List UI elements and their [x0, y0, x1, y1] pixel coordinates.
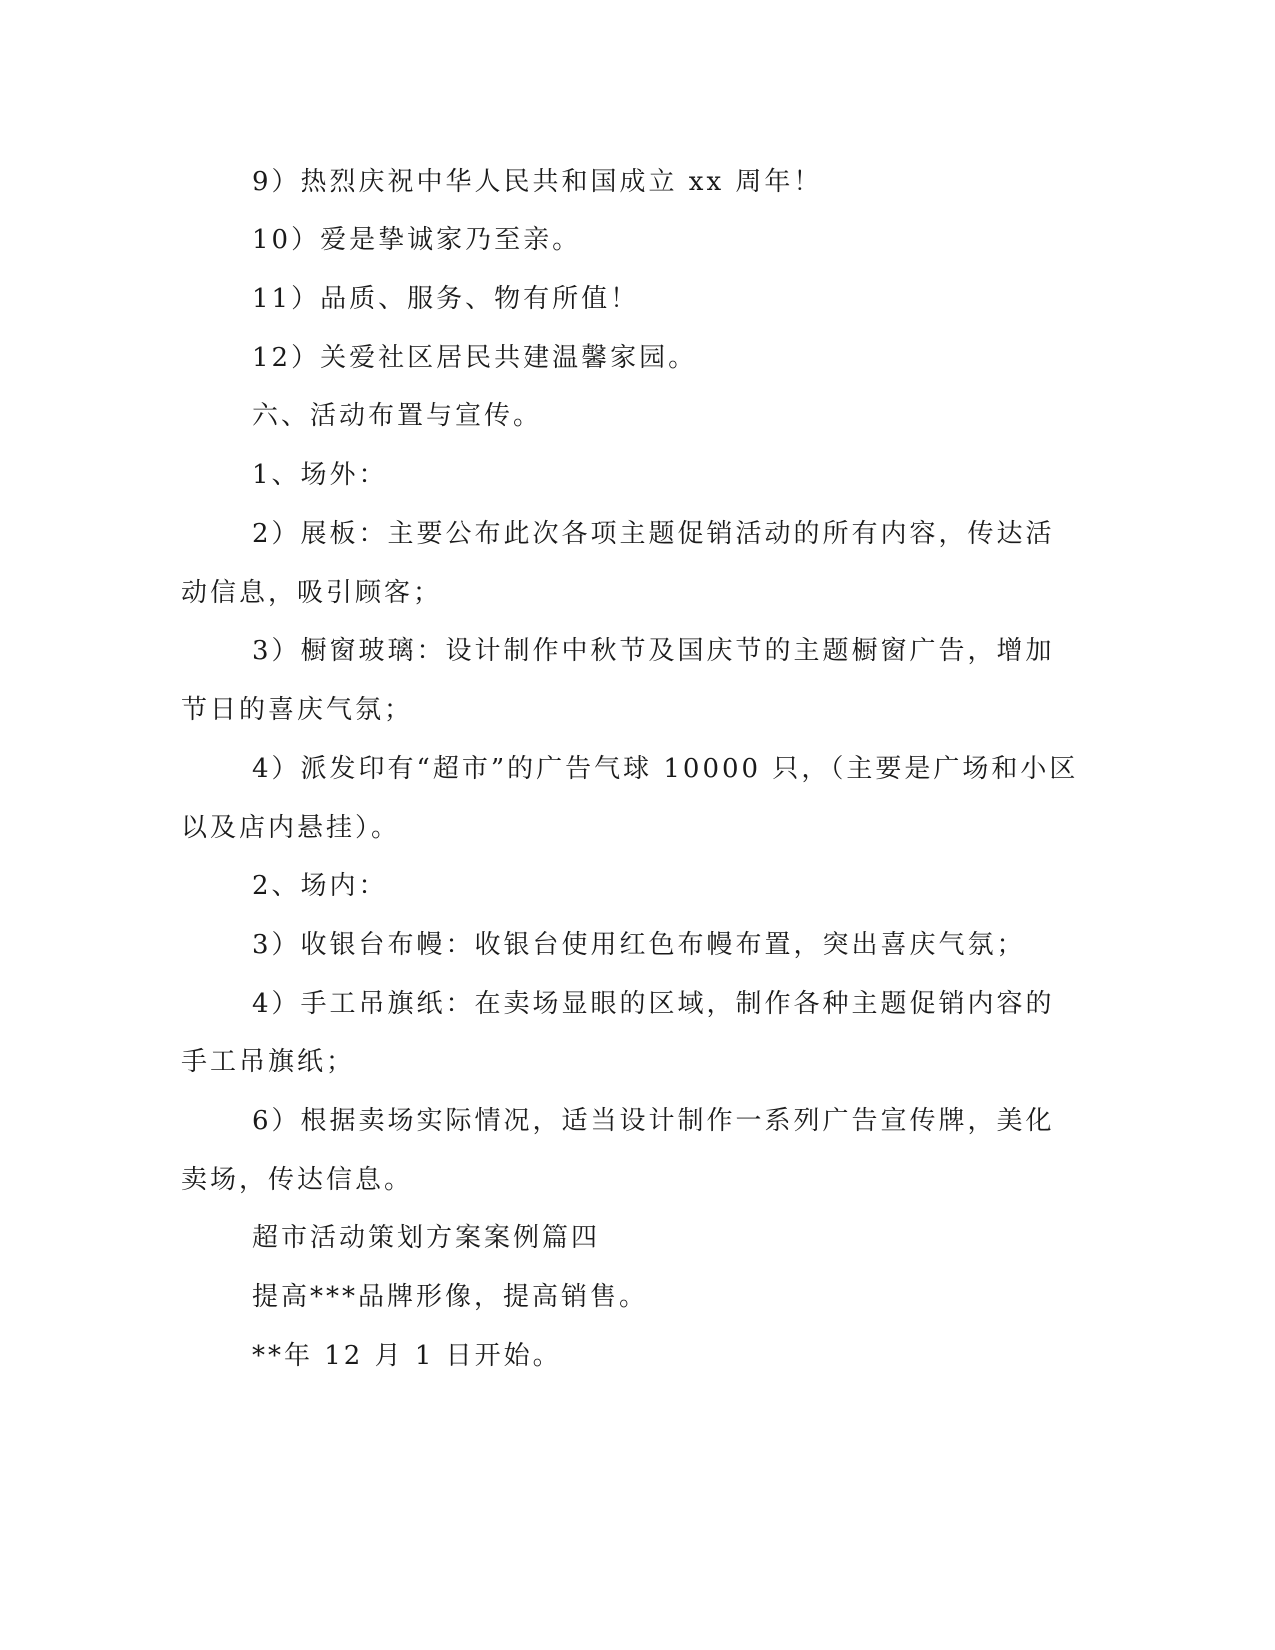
subsection-outdoor: 1、场外： — [252, 460, 388, 490]
paragraph-display-board: 2）展板：主要公布此次各项主题促销活动的所有内容，传达活 — [252, 519, 1055, 549]
slogan-11: 11）品质、服务、物有所值！ — [252, 284, 640, 314]
paragraph-checkout-drapes: 3）收银台布幔：收银台使用红色布幔布置，突出喜庆气氛； — [252, 930, 1026, 960]
paragraph-balloons: 4）派发印有“超市”的广告气球 10000 只，（主要是广场和小区 — [252, 754, 1079, 784]
paragraph-hanging-flags: 4）手工吊旗纸：在卖场显眼的区域，制作各种主题促销内容的 — [252, 989, 1055, 1019]
slogan-9: 9）热烈庆祝中华人民共和国成立 xx 周年！ — [252, 167, 823, 197]
slogan-10: 10）爱是挚诚家乃至亲。 — [252, 225, 582, 255]
paragraph-objective: 提高***品牌形像，提高销售。 — [252, 1282, 649, 1312]
slogan-12: 12）关爱社区居民共建温馨家园。 — [252, 343, 698, 373]
paragraph-hanging-flags-cont: 手工吊旗纸； — [181, 1047, 356, 1077]
paragraph-display-board-cont: 动信息，吸引顾客； — [181, 578, 443, 608]
paragraph-window-glass-cont: 节日的喜庆气氛； — [181, 695, 414, 725]
paragraph-ad-boards: 6）根据卖场实际情况，适当设计制作一系列广告宣传牌，美化 — [252, 1106, 1055, 1136]
paragraph-ad-boards-cont: 卖场，传达信息。 — [181, 1165, 414, 1195]
section-title-case-4: 超市活动策划方案案例篇四 — [252, 1223, 601, 1253]
subsection-indoor: 2、场内： — [252, 871, 388, 901]
section-heading-6: 六、活动布置与宣传。 — [252, 401, 543, 431]
paragraph-balloons-cont: 以及店内悬挂）。 — [181, 813, 401, 843]
paragraph-window-glass: 3）橱窗玻璃：设计制作中秋节及国庆节的主题橱窗广告，增加 — [252, 636, 1055, 666]
paragraph-start-date: **年 12 月 1 日开始。 — [252, 1341, 562, 1371]
